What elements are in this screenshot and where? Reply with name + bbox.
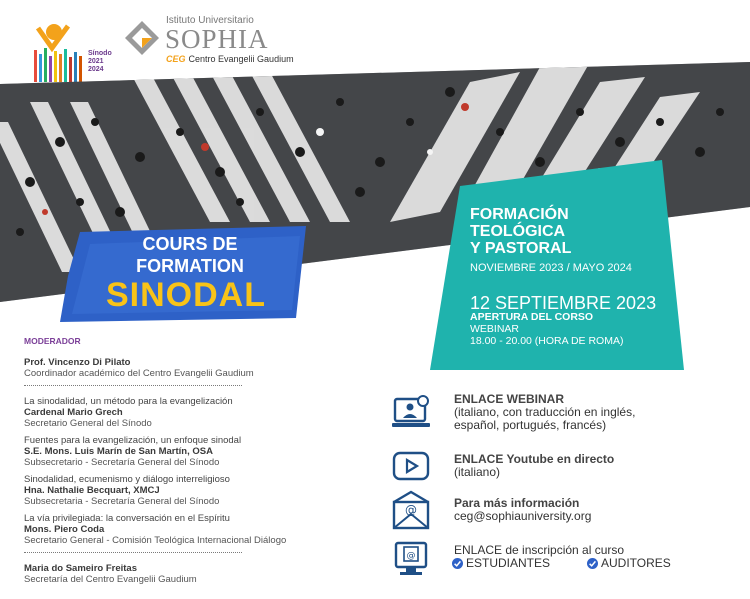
talk-entry xyxy=(24,474,354,507)
talk-speaker: Cardenal Mario Grech xyxy=(24,407,123,418)
registration-label[interactable]: ENLACE de inscripción al curso xyxy=(454,543,625,557)
cours-line-2: FORMATION xyxy=(136,256,244,276)
webinar-icon[interactable] xyxy=(392,394,432,434)
sophia-institute-label: Istituto Universitario xyxy=(166,15,254,26)
sinodo-word: Sínodo xyxy=(88,50,112,57)
mail-icon[interactable] xyxy=(392,490,430,530)
cours-sinodal: SINODAL xyxy=(106,276,266,314)
talk-speaker: Hna. Nathalie Becquart, XMCJ xyxy=(24,485,160,496)
divider xyxy=(24,552,242,553)
closing-role: Secretaría del Centro Evangelii Gaudium xyxy=(24,574,197,585)
webinar-link-block[interactable] xyxy=(454,393,734,432)
webinar-link-desc: (italiano, con traducción en inglés, español, portugués, francés) xyxy=(454,405,636,432)
course-title-line-3: Y PASTORAL xyxy=(470,240,572,257)
check-icon xyxy=(587,558,598,569)
check-icon xyxy=(452,558,463,569)
ceg-name: Centro Evangelii Gaudium xyxy=(188,54,294,64)
youtube-link-desc: (italiano) xyxy=(454,465,501,479)
program-list xyxy=(24,336,354,591)
svg-text:@: @ xyxy=(405,503,417,517)
talk-title: La sinodalidad, un método para la evangelización xyxy=(24,396,233,407)
moderator-heading: MODERADOR xyxy=(24,336,81,346)
youtube-link-label[interactable]: ENLACE Youtube en directo xyxy=(454,452,615,466)
talk-speaker-role: Secretario General - Comisión Teológica Internacional Diálogo xyxy=(24,535,287,546)
talk-speaker: S.E. Mons. Luis Marín de San Martín, OSA xyxy=(24,446,213,457)
youtube-icon[interactable] xyxy=(392,451,430,481)
talk-entry xyxy=(24,435,354,468)
closing-name: Maria do Sameiro Freitas xyxy=(24,563,137,574)
opening-label: APERTURA DEL CORSO xyxy=(470,311,594,323)
course-title xyxy=(470,206,670,257)
ceg-abbr: CEG xyxy=(166,54,186,64)
sophia-name: SOPHIA xyxy=(165,24,269,54)
svg-text:@: @ xyxy=(406,551,416,561)
cours-line-1: COURS DE xyxy=(142,234,238,254)
closing-entry xyxy=(24,563,354,585)
moderator-role: Coordinador académico del Centro Evangelii Gaudium xyxy=(24,368,254,379)
youtube-link-block[interactable] xyxy=(454,453,734,479)
students-link[interactable]: ESTUDIANTES xyxy=(466,556,551,570)
talk-speaker: Mons. Piero Coda xyxy=(24,524,105,535)
talk-speaker-role: Subsecretario - Secretaría General del Sínodo xyxy=(24,457,220,468)
registration-icon[interactable] xyxy=(392,540,430,578)
opening-date: 12 SEPTIEMBRE 2023 xyxy=(470,293,657,313)
webinar-label: WEBINAR xyxy=(470,323,520,335)
contact-email[interactable]: ceg@sophiauniversity.org xyxy=(454,509,592,523)
talk-entry xyxy=(24,513,354,546)
talk-speaker-role: Secretario General del Sínodo xyxy=(24,418,152,429)
divider xyxy=(24,385,242,386)
sinodo-year-start: 2021 xyxy=(88,58,104,65)
auditors-link[interactable]: AUDITORES xyxy=(601,556,671,570)
course-title-line-1: FORMACIÓN xyxy=(470,206,569,223)
course-title-line-2: TEOLÓGICA xyxy=(470,223,566,240)
course-dates: NOVIEMBRE 2023 / MAYO 2024 xyxy=(470,262,632,274)
sinodo-year-end: 2024 xyxy=(88,66,104,73)
contact-label: Para más información xyxy=(454,496,580,510)
webinar-link-label[interactable]: ENLACE WEBINAR xyxy=(454,392,564,406)
moderator-entry xyxy=(24,357,354,379)
talk-title: La vía privilegiada: la conversación en el Espíritu xyxy=(24,513,230,524)
talk-entry xyxy=(24,396,354,429)
moderator-name: Prof. Vincenzo Di Pilato xyxy=(24,357,131,368)
contact-block[interactable] xyxy=(454,497,734,523)
sophia-logo-icon xyxy=(124,20,160,56)
webinar-time: 18.00 - 20.00 (HORA DE ROMA) xyxy=(470,335,624,347)
talk-title: Sinodalidad, ecumenismo y diálogo interreligioso xyxy=(24,474,230,485)
talk-title: Fuentes para la evangelización, un enfoque sinodal xyxy=(24,435,242,446)
talk-speaker-role: Subsecretaria - Secretaría General del Sínodo xyxy=(24,496,220,507)
